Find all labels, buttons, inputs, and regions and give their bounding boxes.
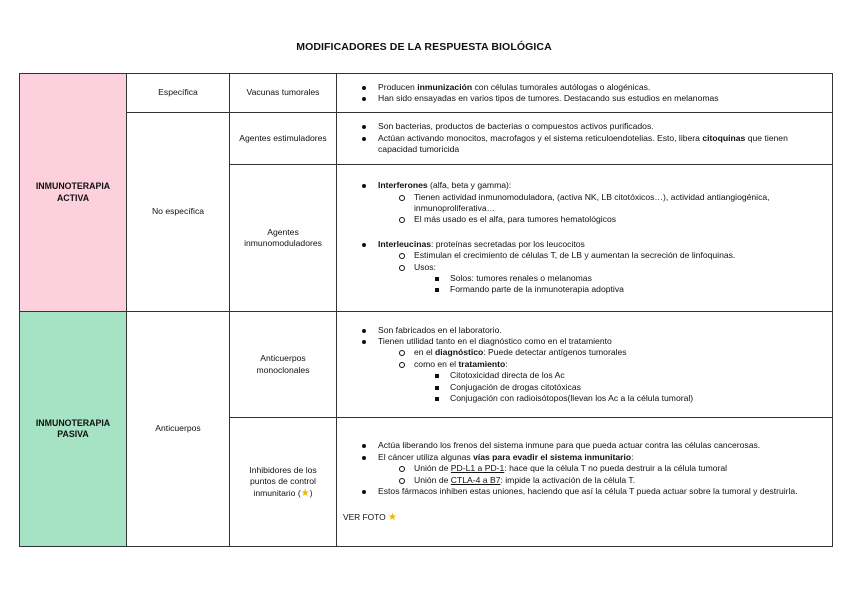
list-item: Interleucinas: proteínas secretadas por los leucocitos Estimulan el crecimiento de células T, de LB y aumentan la secreción de linfoquinas. Usos: Solos: tumores renales o melanomas Formando parte de la inmunoterapia adoptiva xyxy=(343,239,826,296)
star-icon: ★ xyxy=(387,512,397,524)
content-monoclonales xyxy=(337,312,833,418)
type-vacunas-tumorales: Vacunas tumorales xyxy=(230,74,337,113)
row-monoclonales xyxy=(20,312,833,418)
ver-foto-link[interactable]: VER FOTO ★ xyxy=(343,512,397,524)
star-icon: ★ xyxy=(300,487,310,499)
list-item: Han sido ensayadas en varios tipos de tumores. Destacando sus estudios en melanomas xyxy=(343,93,826,104)
list-item: Son fabricados en el laboratorio. xyxy=(343,325,826,336)
list-item: Actúan activando monocitos, macrofagos y el sistema reticuloendotelias. Esto, libera citoquinas que tienen capacidad tumoricida xyxy=(343,133,826,156)
list-item: Conjugación de drogas citotóxicas xyxy=(414,382,826,393)
content-estimuladores xyxy=(337,113,833,165)
content-inhibidores xyxy=(337,418,833,547)
content-inmunomoduladores xyxy=(337,165,833,312)
page-title: MODIFICADORES DE LA RESPUESTA BIOLÓGICA xyxy=(296,41,552,53)
content-vacunas xyxy=(337,74,833,113)
subcategory-especifica: Específica xyxy=(127,74,230,113)
subcategory-anticuerpos: Anticuerpos xyxy=(127,312,230,547)
list-item: Tienen actividad inmunomoduladora, (activa NK, LB citotóxicos…), actividad antiangiogénica, inmunoproliferativa… xyxy=(378,192,826,215)
list-item: Unión de PD-L1 a PD-1: hace que la célula T no pueda destruir a la célula tumoral xyxy=(378,463,826,474)
list-item: Unión de CTLA-4 a B7: impide la activación de la célula T. xyxy=(378,475,826,486)
list-item: Usos: Solos: tumores renales o melanomas Formando parte de la inmunoterapia adoptiva xyxy=(378,262,826,296)
list-item: Actúa liberando los frenos del sistema inmune para que pueda actuar contra las células cancerosas. xyxy=(343,440,826,451)
list-item: Estos fármacos inhiben estas uniones, haciendo que así la célula T pueda actuar sobre la tumoral y destruirla. xyxy=(343,486,826,497)
list-item: El más usado es el alfa, para tumores hematológicos xyxy=(378,214,826,225)
type-anticuerpos-monoclonales: Anticuerpos monoclonales xyxy=(230,312,337,418)
list-item: Estimulan el crecimiento de células T, de LB y aumentan la secreción de linfoquinas. xyxy=(378,250,826,261)
biological-response-table xyxy=(19,73,833,547)
list-item: Tienen utilidad tanto en el diagnóstico como en el tratamiento en el diagnóstico: Puede detectar antígenos tumorales como en el tratamiento: Citotoxicidad directa de los Ac Conjugación de drogas citotóxicas Conjugación con radioisótopos(llevan los Ac a la célula tumoral) xyxy=(343,336,826,404)
category-activa: INMUNOTERAPIA ACTIVA xyxy=(20,74,127,312)
list-item: Conjugación con radioisótopos(llevan los Ac a la célula tumoral) xyxy=(414,393,826,404)
list-item: Formando parte de la inmunoterapia adoptiva xyxy=(414,284,826,295)
subcategory-no-especifica: No específica xyxy=(127,113,230,312)
list-item: en el diagnóstico: Puede detectar antígenos tumorales xyxy=(378,347,826,358)
type-agentes-estimuladores: Agentes estimuladores xyxy=(230,113,337,165)
list-item: Solos: tumores renales o melanomas xyxy=(414,273,826,284)
list-item: como en el tratamiento: Citotoxicidad directa de los Ac Conjugación de drogas citotóxicas Conjugación con radioisótopos(llevan los Ac a la célula tumoral) xyxy=(378,359,826,405)
row-vacunas xyxy=(20,74,833,113)
list-item: El cáncer utiliza algunas vías para evadir el sistema inmunitario: Unión de PD-L1 a PD-1: hace que la célula T no pueda destruir a la célula tumoral Unión de CTLA-4 a B7: impide la activación de la célula T. xyxy=(343,452,826,486)
category-pasiva: INMUNOTERAPIA PASIVA xyxy=(20,312,127,547)
list-item: Interferones (alfa, beta y gamma): Tienen actividad inmunomoduladora, (activa NK, LB citotóxicos…), actividad antiangiogénica, inmunoproliferativa… El más usado es el alfa, para tumores hematológicos xyxy=(343,180,826,226)
row-estimuladores xyxy=(20,113,833,165)
type-agentes-inmunomoduladores: Agentes inmunomoduladores xyxy=(230,165,337,312)
type-inhibidores-puntos-control: Inhibidores de los puntos de control inmunitario (★) xyxy=(230,418,337,547)
list-item: Producen inmunización con células tumorales autólogas o alogénicas. xyxy=(343,82,826,93)
list-item: Citotoxicidad directa de los Ac xyxy=(414,370,826,381)
list-item: Son bacterias, productos de bacterias o compuestos activos purificados. xyxy=(343,121,826,132)
